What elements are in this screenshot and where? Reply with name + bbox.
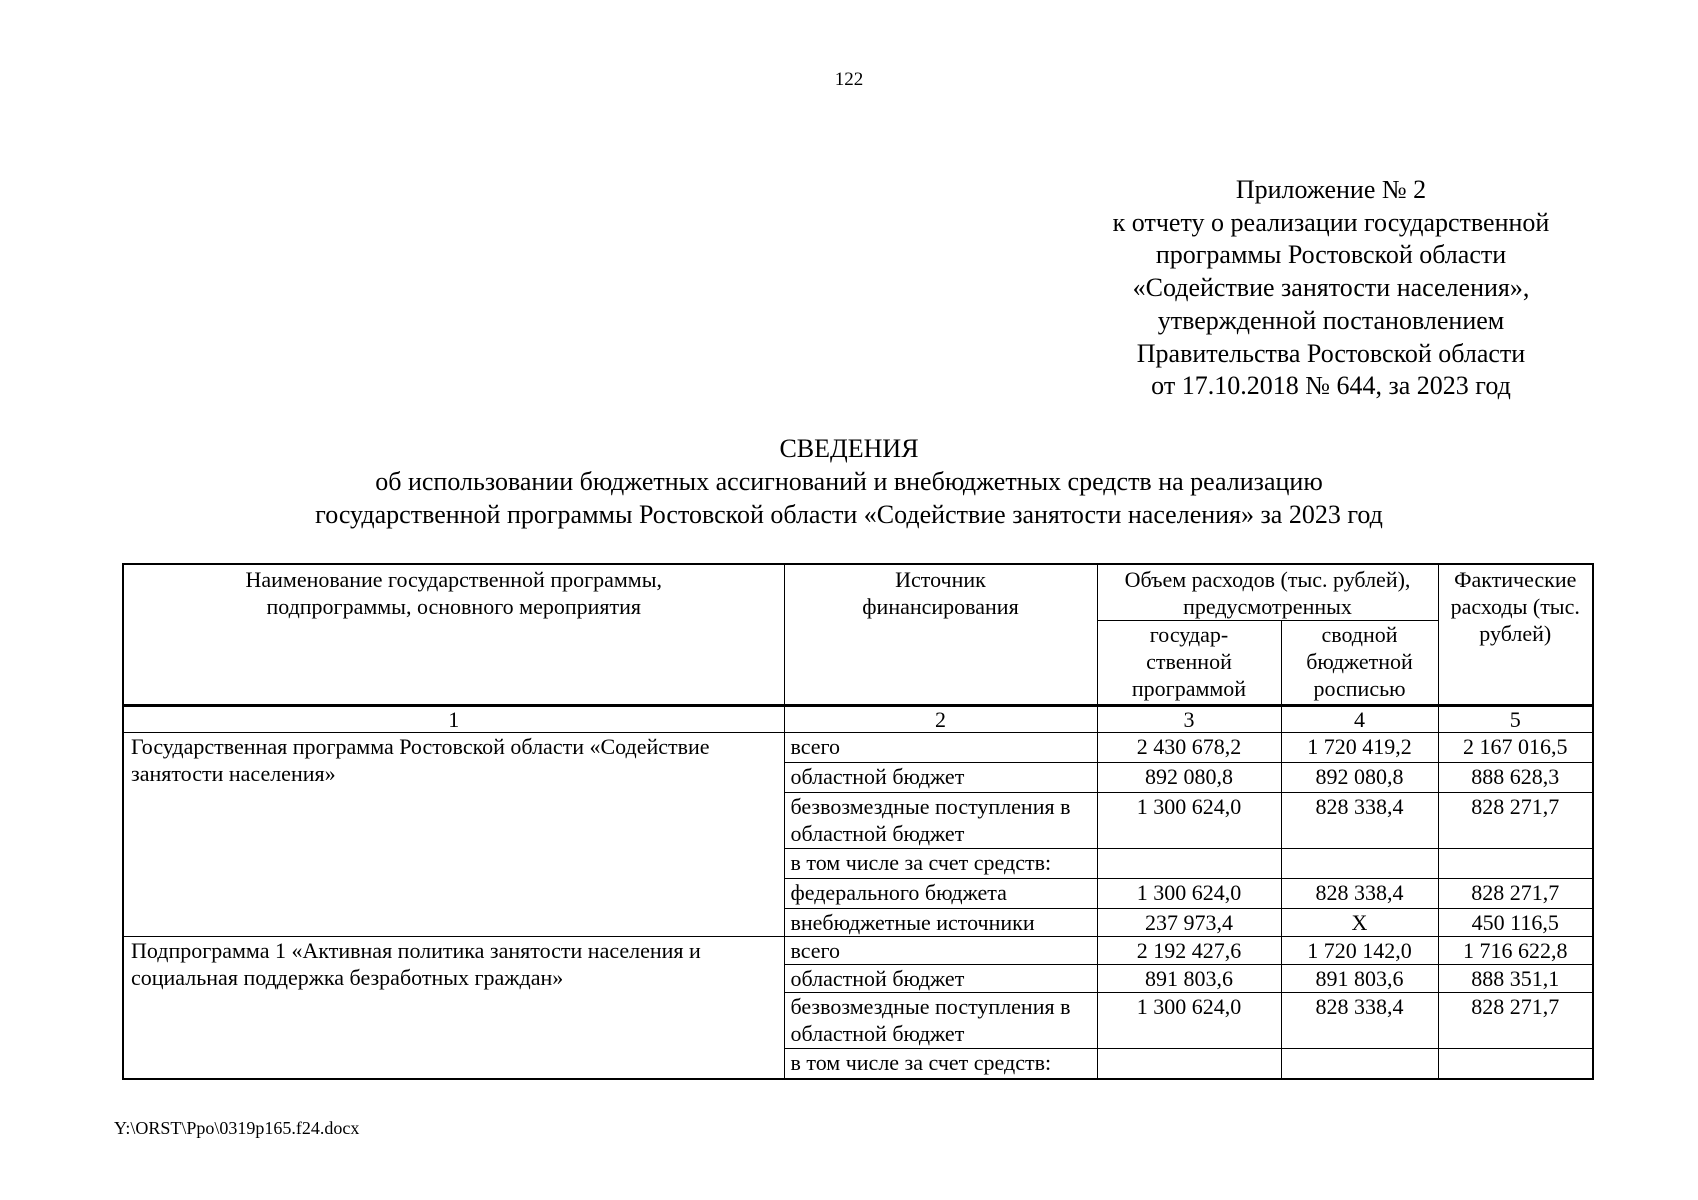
funding-source: всего	[784, 733, 1097, 763]
table-row	[123, 937, 1593, 965]
program-amount: 892 080,8	[1097, 763, 1281, 793]
appendix-line: от 17.10.2018 № 644, за 2023 год	[1151, 371, 1511, 401]
actual-amount: 1 716 622,8	[1438, 937, 1593, 965]
funding-source: в том числе за счет средств:	[784, 1049, 1097, 1079]
column-number: 3	[1097, 706, 1281, 733]
header-budget-list: сводной бюджетной росписью	[1281, 621, 1438, 706]
budget-amount	[1281, 1049, 1438, 1079]
budget-amount: 828 338,4	[1281, 793, 1438, 849]
budget-amount: Х	[1281, 909, 1438, 937]
header-source: Источник финансирования	[784, 564, 1097, 706]
appendix-line: программы Ростовской области	[1155, 240, 1507, 270]
actual-amount: 828 271,7	[1438, 793, 1593, 849]
program-amount: 237 973,4	[1097, 909, 1281, 937]
appendix-line: утвержденной постановлением	[1157, 305, 1505, 335]
column-numbering-row	[123, 706, 1593, 733]
actual-amount	[1438, 1049, 1593, 1079]
appendix-line: «Содействие занятости населения»,	[1132, 273, 1530, 303]
title-line: государственной программы Ростовской области «Содействие занятости населения» за 2023 год	[315, 500, 1383, 529]
funding-source: безвозмездные поступления в областной бюджет	[784, 793, 1097, 849]
actual-amount	[1438, 849, 1593, 879]
title-line: об использовании бюджетных ассигнований и внебюджетных средств на реализацию	[375, 467, 1323, 496]
actual-amount: 450 116,5	[1438, 909, 1593, 937]
funding-source: внебюджетные источники	[784, 909, 1097, 937]
funding-source: областной бюджет	[784, 763, 1097, 793]
title-heading: СВЕДЕНИЯ	[779, 434, 919, 463]
actual-amount: 2 167 016,5	[1438, 733, 1593, 763]
program-amount: 891 803,6	[1097, 965, 1281, 993]
program-name: Государственная программа Ростовской области «Содействие занятости населения»	[123, 733, 784, 937]
column-number: 5	[1438, 706, 1593, 733]
budget-amount: 828 338,4	[1281, 879, 1438, 909]
appendix-line: к отчету о реализации государственной	[1112, 207, 1550, 237]
funding-source: в том числе за счет средств:	[784, 849, 1097, 879]
budget-table	[122, 563, 1594, 1080]
funding-source: федерального бюджета	[784, 879, 1097, 909]
column-number: 2	[784, 706, 1097, 733]
program-amount: 1 300 624,0	[1097, 793, 1281, 849]
funding-source: всего	[784, 937, 1097, 965]
program-amount: 2 430 678,2	[1097, 733, 1281, 763]
budget-amount	[1281, 849, 1438, 879]
actual-amount: 828 271,7	[1438, 879, 1593, 909]
program-amount: 1 300 624,0	[1097, 879, 1281, 909]
program-amount	[1097, 849, 1281, 879]
document-title	[0, 432, 1698, 531]
actual-amount: 888 628,3	[1438, 763, 1593, 793]
budget-amount: 892 080,8	[1281, 763, 1438, 793]
header-planned-volume: Объем расходов (тыс. рублей), предусмотренных	[1097, 564, 1438, 621]
budget-amount: 1 720 419,2	[1281, 733, 1438, 763]
actual-amount: 828 271,7	[1438, 993, 1593, 1049]
header-program: государ-ственной программой	[1097, 621, 1281, 706]
header-name: Наименование государственной программы, подпрограммы, основного мероприятия	[123, 564, 784, 706]
program-amount: 2 192 427,6	[1097, 937, 1281, 965]
column-number: 4	[1281, 706, 1438, 733]
budget-amount: 828 338,4	[1281, 993, 1438, 1049]
budget-amount: 1 720 142,0	[1281, 937, 1438, 965]
appendix-line: Приложение № 2	[1235, 175, 1427, 204]
funding-source: областной бюджет	[784, 965, 1097, 993]
table-row	[123, 733, 1593, 763]
header-actual: Фактические расходы (тыс. рублей)	[1438, 564, 1593, 706]
appendix-note	[1066, 174, 1596, 403]
funding-source: безвозмездные поступления в областной бюджет	[784, 993, 1097, 1049]
file-path: Y:\ORST\Ppo\0319p165.f24.docx	[114, 1118, 360, 1138]
column-number: 1	[123, 706, 784, 733]
actual-amount: 888 351,1	[1438, 965, 1593, 993]
subprogram-name: Подпрограмма 1 «Активная политика занятости населения и социальная поддержка безработных граждан»	[123, 937, 784, 1079]
program-amount: 1 300 624,0	[1097, 993, 1281, 1049]
program-amount	[1097, 1049, 1281, 1079]
budget-amount: 891 803,6	[1281, 965, 1438, 993]
appendix-line: Правительства Ростовской области	[1136, 338, 1526, 368]
page-number: 122	[834, 69, 864, 90]
